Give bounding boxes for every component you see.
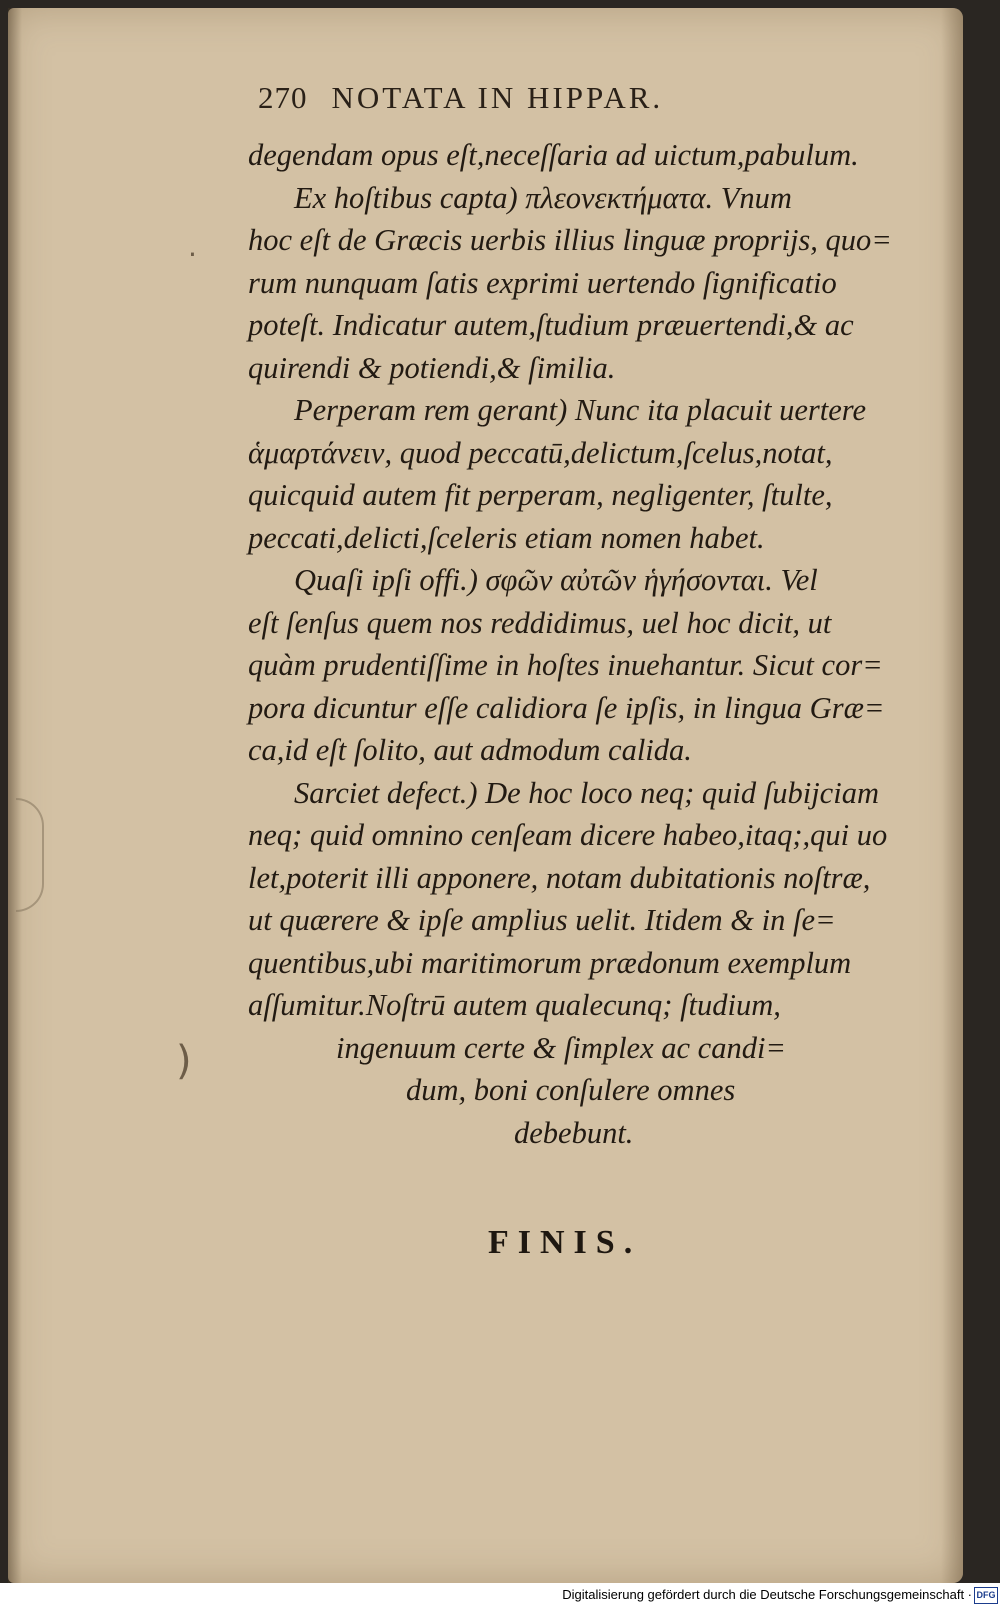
text-line: debebunt. xyxy=(514,1115,634,1150)
finis-heading: FINIS. xyxy=(488,1224,642,1261)
text-line: peccati,delicti,ſceleris etiam nomen habet. xyxy=(248,520,765,555)
funding-credit: Digitalisierung gefördert durch die Deutsche Forschungsgemeinschaft · xyxy=(562,1587,972,1602)
text-line: pora dicuntur eſſe calidiora ſe ipſis, in lingua Græ= xyxy=(248,690,885,725)
dfg-logo: DFG xyxy=(974,1587,998,1604)
text-line: degendam opus eſt,neceſſaria ad uictum,pabulum. xyxy=(248,138,859,172)
text-line: Ex hoſtibus capta) πλεονεκτήματα. Vnum xyxy=(294,180,792,215)
text-line: ut quærere & ipſe amplius uelit. Itidem & in ſe= xyxy=(248,903,836,937)
text-line: dum, boni conſulere omnes xyxy=(406,1073,736,1107)
text-line: ca,id eſt ſolito, aut admodum calida. xyxy=(248,733,692,767)
running-header xyxy=(258,80,858,120)
stain-mark: · xyxy=(188,238,197,271)
running-title: NOTATA IN HIPPAR. xyxy=(331,80,664,115)
text-line: eſt ſenſus quem nos reddidimus, uel hoc dicit, ut xyxy=(248,605,832,640)
text-line: Sarciet defect.) De hoc loco neq; quid ſubijciam xyxy=(294,775,879,810)
text-line: neq; quid omnino cenſeam dicere habeo,itaq;,qui uo xyxy=(248,818,888,852)
text-line: quirendi & potiendi,& ſimilia. xyxy=(248,350,616,385)
body-text xyxy=(248,134,928,1154)
gutter-shadow xyxy=(8,8,22,1583)
text-line: let,poterit illi apponere, notam dubitationis noſtræ, xyxy=(248,860,871,895)
text-line: poteſt. Indicatur autem,ſtudium præuertendi,& ac xyxy=(248,308,854,342)
text-line: quicquid autem fit perperam, negligenter, ſtulte, xyxy=(248,478,833,512)
text-line: hoc eſt de Græcis uerbis illius linguæ proprijs, quo= xyxy=(248,223,892,257)
bracket-mark: ) xyxy=(176,1038,192,1084)
text-line: quentibus,ubi maritimorum prædonum exemplum xyxy=(248,945,852,980)
text-line: ingenuum certe & ſimplex ac candi= xyxy=(336,1030,786,1065)
page-edge xyxy=(941,8,963,1583)
text-line: Quaſi ipſi offi.) σφῶν αὐτῶν ἡγήσονται. Vel xyxy=(294,563,818,597)
text-line: ἁμαρτάνειν, quod peccatū,delictum,ſcelus,notat, xyxy=(248,435,833,470)
page-number: 270 xyxy=(258,80,308,115)
text-line: aſſumitur.Noſtrū autem qualecunq; ſtudium, xyxy=(248,988,781,1022)
text-line: quàm prudentiſſime in hoſtes inuehantur. Sicut cor= xyxy=(248,648,883,682)
clasp-mark xyxy=(16,798,44,912)
text-line: rum nunquam ſatis exprimi uertendo ſignificatio xyxy=(248,265,837,300)
text-line: Perperam rem gerant) Nunc ita placuit uertere xyxy=(294,393,867,427)
digitization-footer xyxy=(0,1583,1000,1609)
